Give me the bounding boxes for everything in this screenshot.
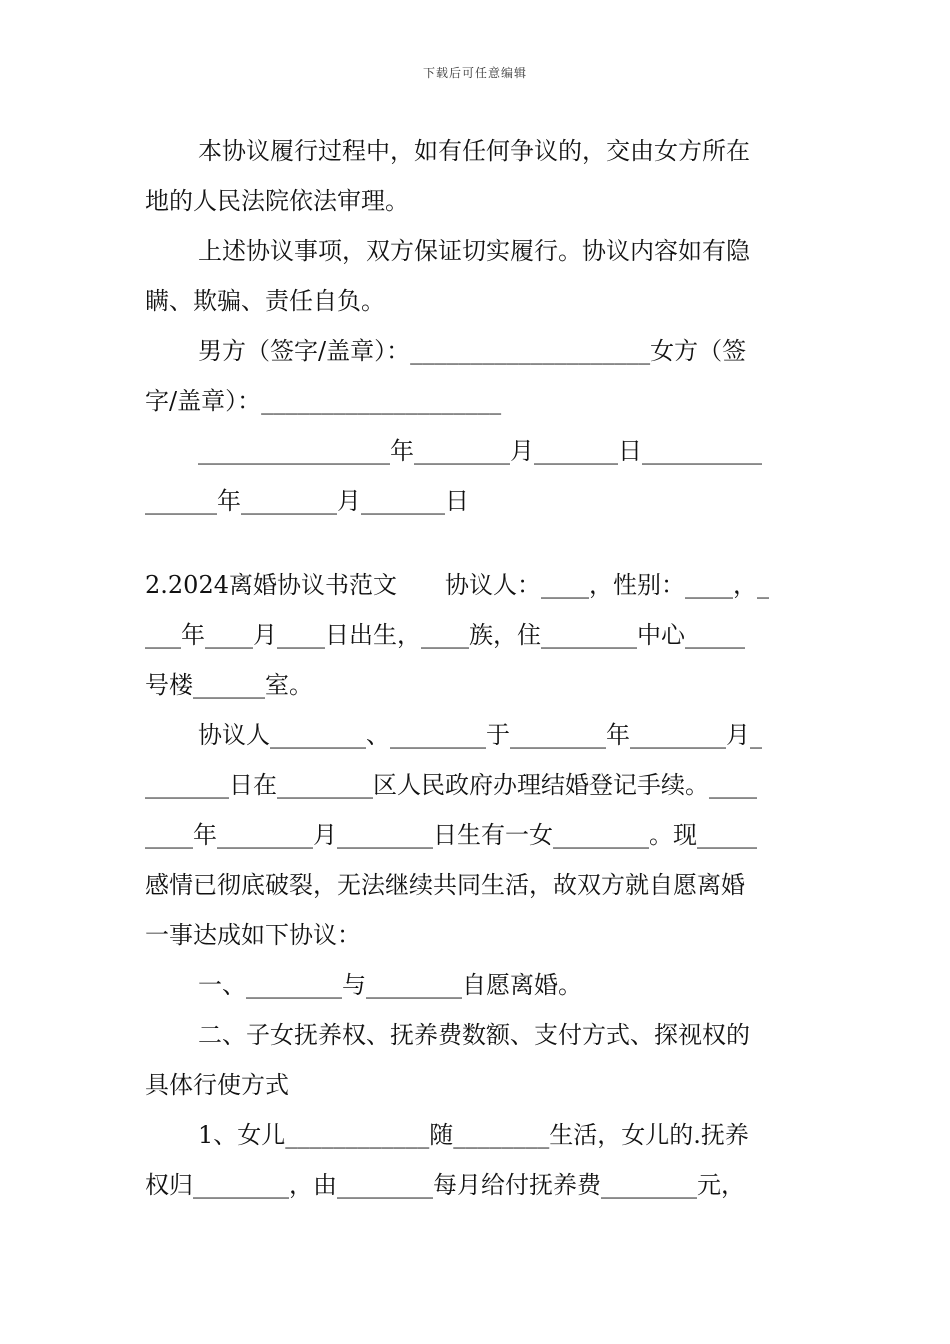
clause-line: 一、________与________自愿离婚。 bbox=[198, 971, 582, 999]
clause-line: 1、女儿____________随________生活，女儿的.抚养 bbox=[198, 1121, 749, 1149]
paragraph-line: 瞒、欺骗、责任自负。 bbox=[145, 287, 385, 315]
signature-line: 男方（签字/盖章）：____________________女方（签 bbox=[198, 337, 747, 365]
paragraph-line: 协议人________、________于________年________月_ bbox=[198, 721, 762, 749]
paragraph-line: ___年____月____日出生，____族，住________中心_____ bbox=[145, 621, 745, 649]
section-heading-line: 2.2024离婚协议书范文 协议人：____，性别：____，_ bbox=[145, 571, 769, 599]
clause-line: 二、子女抚养权、抚养费数额、支付方式、探视权的 bbox=[198, 1021, 750, 1049]
paragraph-line: 本协议履行过程中，如有任何争议的，交由女方所在 bbox=[198, 137, 750, 165]
paragraph-line: ____年________月________日生有一女________。现_____ bbox=[145, 821, 757, 849]
clause-line: 权归________，由________每月给付抚养费________元， bbox=[145, 1171, 745, 1199]
paragraph-line: 上述协议事项，双方保证切实履行。协议内容如有隐 bbox=[198, 237, 750, 265]
date-line: ______年________月_______日 bbox=[145, 487, 469, 515]
document-body bbox=[145, 126, 807, 1210]
paragraph-line: 感情已彻底破裂，无法继续共同生活，故双方就自愿离婚 bbox=[145, 871, 745, 899]
date-line: ________________年________月_______日__________ bbox=[198, 437, 762, 465]
paragraph-line: 一事达成如下协议： bbox=[145, 921, 361, 949]
paragraph-line: 地的人民法院依法审理。 bbox=[145, 187, 409, 215]
signature-line: 字/盖章）：____________________ bbox=[145, 387, 502, 415]
clause-line: 具体行使方式 bbox=[145, 1071, 289, 1099]
section-spacer bbox=[145, 526, 807, 560]
paragraph-line: 号楼______室。 bbox=[145, 671, 313, 699]
paragraph-line: _______日在________区人民政府办理结婚登记手续。____ bbox=[145, 771, 757, 799]
page-header: 下载后可任意编辑 bbox=[422, 66, 527, 80]
